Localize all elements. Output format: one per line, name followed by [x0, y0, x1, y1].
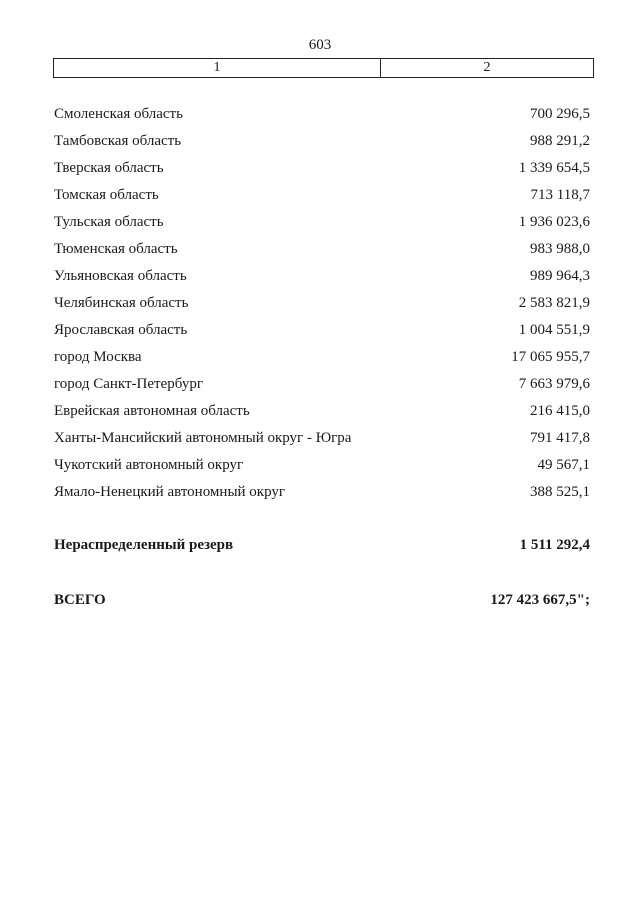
region-name: город Санкт-Петербург — [54, 376, 203, 392]
table-row — [54, 425, 590, 452]
column-header — [53, 58, 594, 78]
reserve-row — [54, 537, 590, 554]
region-table — [54, 101, 590, 506]
column-header-2: 2 — [483, 60, 491, 75]
region-name: Смоленская область — [54, 106, 183, 122]
region-value: 1 339 654,5 — [518, 160, 590, 176]
region-value: 988 291,2 — [530, 133, 590, 149]
region-value: 791 417,8 — [530, 430, 590, 446]
region-name: Ямало-Ненецкий автономный округ — [54, 484, 286, 500]
page-number: 603 — [308, 37, 332, 53]
region-name: Тверская область — [54, 160, 164, 176]
region-value: 713 118,7 — [530, 187, 590, 203]
reserve-value: 1 511 292,4 — [519, 537, 590, 553]
region-name: Ханты-Мансийский автономный округ - Югра — [54, 430, 352, 446]
region-value: 2 583 821,9 — [518, 295, 590, 311]
region-name: Еврейская автономная область — [54, 403, 250, 419]
region-value: 49 567,1 — [537, 457, 590, 473]
table-row — [54, 452, 590, 479]
region-name: Челябинская область — [54, 295, 189, 311]
column-header-1: 1 — [54, 59, 381, 77]
table-row — [54, 128, 590, 155]
table-row — [54, 101, 590, 128]
region-value: 1 936 023,6 — [518, 214, 590, 230]
region-value: 216 415,0 — [530, 403, 590, 419]
table-row — [54, 344, 590, 371]
table-row — [54, 479, 590, 506]
region-name: Тамбовская область — [54, 133, 182, 149]
region-name: Тюменская область — [54, 241, 178, 257]
table-row — [54, 155, 590, 182]
region-name: Ярославская область — [54, 322, 188, 338]
region-value: 7 663 979,6 — [518, 376, 590, 392]
region-value: 388 525,1 — [530, 484, 590, 500]
table-row — [54, 371, 590, 398]
total-label: ВСЕГО — [54, 592, 106, 608]
reserve-label: Нераспределенный резерв — [54, 537, 234, 553]
region-name: Томская область — [54, 187, 159, 203]
region-value: 700 296,5 — [530, 106, 590, 122]
total-row — [54, 592, 590, 609]
table-row — [54, 182, 590, 209]
table-row — [54, 263, 590, 290]
region-name: Тульская область — [54, 214, 164, 230]
table-row — [54, 236, 590, 263]
region-value: 1 004 551,9 — [518, 322, 590, 338]
region-value: 983 988,0 — [530, 241, 590, 257]
region-name: город Москва — [54, 349, 142, 365]
region-name: Ульяновская область — [54, 268, 187, 284]
table-row — [54, 290, 590, 317]
table-row — [54, 317, 590, 344]
region-value: 989 964,3 — [530, 268, 590, 284]
region-value: 17 065 955,7 — [511, 349, 590, 365]
region-name: Чукотский автономный округ — [54, 457, 244, 473]
table-row — [54, 398, 590, 425]
table-row — [54, 209, 590, 236]
total-value: 127 423 667,5"; — [490, 592, 590, 608]
